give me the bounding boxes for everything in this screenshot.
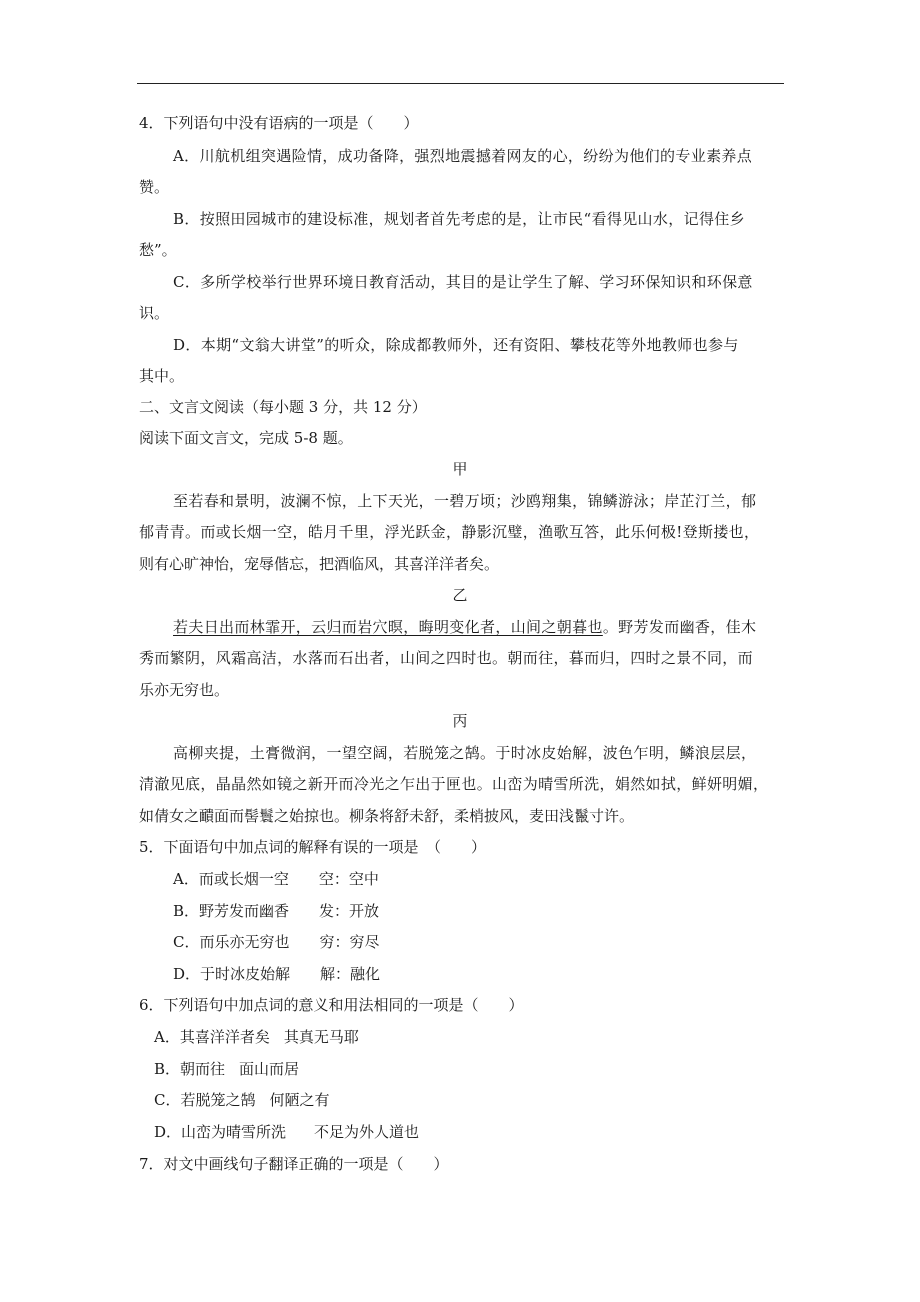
q5-option	[173, 901, 379, 921]
q5-option-gloss: 解：融化	[320, 965, 381, 983]
q4-option-a-cont: 赞。	[139, 178, 170, 196]
q5-option-sentence: A．而或长烟一空	[173, 870, 289, 888]
q5-option-sentence: D．于时冰皮始解	[173, 965, 291, 983]
passage-yi-line: 乐亦无穷也。	[139, 681, 230, 699]
passage-bing-line: 清澈见底，晶晶然如镜之新开而冷光之乍出于匣也。山峦为晴雪所洗，娟然如拭，鲜妍明媚，	[139, 775, 769, 793]
q5-stem: 5．下面语句中加点词的解释有误的一项是 （ ）	[139, 838, 487, 856]
q6-option	[154, 1090, 330, 1110]
q6-option-a: A．其喜洋洋者矣	[154, 1028, 270, 1046]
passage-yi-line: 秀而繁阴，风霜高洁，水落而石出者，山间之四时也。朝而往，暮而归，四时之景不同，而	[139, 649, 754, 667]
q4-option-b: B．按照田园城市的建设标准，规划者首先考虑的是，让市民“看得见山水，记得住乡	[173, 210, 745, 228]
q7-stem: 7．对文中画线句子翻译正确的一项是（ ）	[139, 1155, 449, 1173]
q6-option-b: 何陋之有	[269, 1091, 330, 1109]
passage-yi-title: 乙	[452, 586, 468, 604]
passage-yi-line	[173, 617, 756, 637]
q6-option-a: C．若脱笼之鹄	[154, 1091, 256, 1109]
passage-jia-title: 甲	[452, 460, 468, 478]
q4-stem: 4．下列语句中没有语病的一项是（ ）	[139, 114, 419, 132]
q6-option	[154, 1122, 419, 1142]
q6-option-a: B．朝而往	[154, 1060, 226, 1078]
q5-option-sentence: C．而乐亦无穷也	[173, 933, 290, 951]
q4-option-d-cont: 其中。	[139, 367, 185, 385]
q4-option-a: A．川航机组突遇险情，成功备降，强烈地震撼着网友的心，纷纷为他们的专业素养点	[173, 147, 753, 165]
passage-yi-line-rest: 。野芳发而幽香，佳木	[602, 618, 757, 636]
q5-option	[173, 869, 379, 889]
q6-option	[154, 1059, 299, 1079]
q4-option-c: C．多所学校举行世界环境日教育活动，其目的是让学生了解、学习环保知识和环保意	[173, 273, 753, 291]
header-rule	[137, 83, 784, 84]
passage-jia-line: 则有心旷神怡，宠辱偕忘，把酒临风，其喜洋洋者矣。	[139, 555, 500, 573]
q5-option-gloss: 穷：穷尽	[319, 933, 380, 951]
q6-option	[154, 1027, 359, 1047]
q5-option	[173, 964, 380, 984]
section-instruction: 阅读下面文言文，完成 5-8 题。	[139, 429, 353, 447]
q5-option	[173, 932, 380, 952]
q4-option-b-cont: 愁”。	[139, 241, 177, 259]
passage-bing-line: 高柳夹提，土膏微润，一望空阔，若脱笼之鹄。于时冰皮始解，波色乍明，鳞浪层层，	[173, 744, 757, 762]
underlined-sentence: 若夫日出而林霏开，云归而岩穴暝，晦明变化者，山间之朝暮也	[173, 618, 603, 636]
passage-bing-line: 如倩女之靧面而髻鬟之始掠也。柳条将舒未舒，柔梢披风，麦田浅鬣寸许。	[139, 807, 635, 825]
q6-option-b: 其真无马耶	[283, 1028, 359, 1046]
q6-stem: 6．下列语句中加点词的意义和用法相同的一项是（ ）	[139, 996, 524, 1014]
section-heading: 二、文言文阅读（每小题 3 分，共 12 分）	[139, 398, 427, 416]
q5-option-gloss: 发：开放	[319, 902, 380, 920]
passage-jia-line: 至若春和景明，波澜不惊，上下天光，一碧万顷；沙鸥翔集，锦鳞游泳；岸芷汀兰，郁	[173, 492, 757, 510]
passage-jia-line: 郁青青。而或长烟一空，皓月千里，浮光跃金，静影沉璧，渔歌互答，此乐何极!登斯搂也，	[139, 523, 760, 541]
q6-option-b: 面山而居	[239, 1060, 300, 1078]
q5-option-gloss: 空：空中	[318, 870, 379, 888]
q6-option-a: D．山峦为晴雪所洗	[154, 1123, 287, 1141]
q5-option-sentence: B．野芳发而幽香	[173, 902, 290, 920]
passage-bing-title: 丙	[452, 712, 468, 730]
q4-option-d: D．本期“文翁大讲堂”的听众，除成都教师外，还有资阳、攀枝花等外地教师也参与	[173, 336, 739, 354]
q6-option-b: 不足为外人道也	[314, 1123, 420, 1141]
q4-option-c-cont: 识。	[139, 304, 170, 322]
